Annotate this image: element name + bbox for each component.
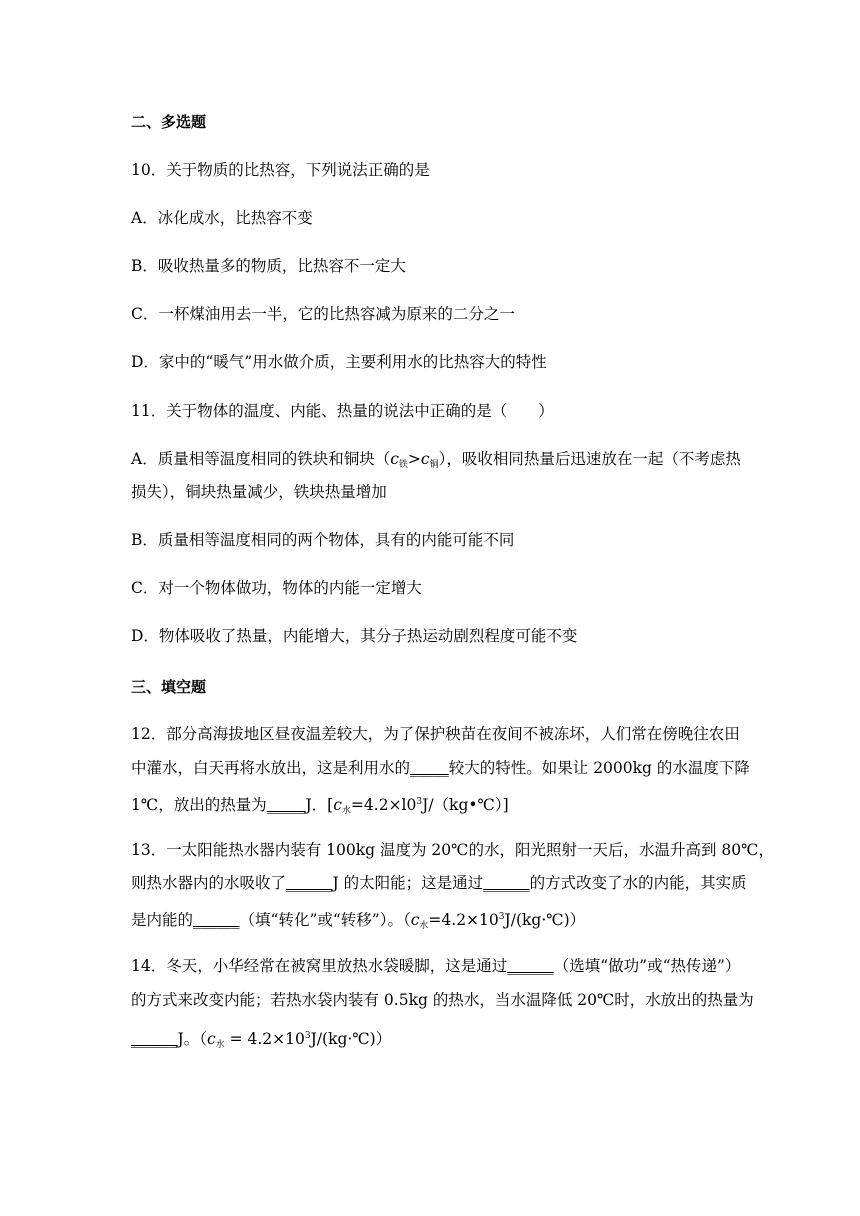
section-heading-multiple-choice: 二、多选题	[131, 113, 207, 131]
q13-line1: 13．一太阳能热水器内装有 100kg 温度为 20℃的水，阳光照射一天后，水温升高到 80℃，	[131, 841, 774, 859]
answer-blank: ______	[131, 1030, 178, 1048]
q11-option-b: B．质量相等温度相同的两个物体，具有的内能可能不同	[131, 531, 515, 549]
section-heading-fill-blank: 三、填空题	[131, 678, 207, 696]
answer-blank: _____	[266, 796, 306, 814]
answer-blank: ______	[483, 874, 530, 892]
q10-option-c: C．一杯煤油用去一半，它的比热容减为原来的二分之一	[131, 305, 515, 323]
answer-blank: ______	[286, 874, 333, 892]
q14-line1: 14．冬天，小华经常在被窝里放热水袋暖脚，这是通过______（选填“做功”或“热传递”）	[131, 957, 741, 975]
q11-option-c: C．对一个物体做功，物体的内能一定增大	[131, 579, 422, 597]
answer-blank: ______	[507, 957, 554, 975]
q10-stem: 10．关于物质的比热容，下列说法正确的是	[131, 161, 430, 179]
q12-line1: 12．部分高海拔地区昼夜温差较大，为了保护秧苗在夜间不被冻坏，人们常在傍晚往农田	[131, 725, 740, 743]
answer-blank: ______	[193, 911, 240, 929]
q11-option-d: D．物体吸收了热量，内能增大，其分子热运动剧烈程度可能不变	[131, 627, 578, 645]
q10-option-d: D．家中的“暖气”用水做介质，主要利用水的比热容大的特性	[131, 353, 547, 371]
q13-line2: 则热水器内的水吸收了______J 的太阳能；这是通过______的方式改变了水的内能，其实质	[131, 874, 747, 892]
q12-line2: 中灌水，白天再将水放出，这是利用水的_____较大的特性。如果让 2000kg 的水温度下降	[131, 759, 750, 777]
q10-option-b: B．吸收热量多的物质，比热容不一定大	[131, 257, 406, 275]
q14-line2: 的方式来改变内能；若热水袋内装有 0.5kg 的热水，当水温降低 20℃时，水放出的热量为	[131, 991, 754, 1009]
q11-option-a-line2: 损失），铜块热量减少，铁块热量增加	[131, 483, 387, 501]
q11-option-a-line1: A．质量相等温度相同的铁块和铜块$(c_铁>c_铜)$，吸收相同热量后迅速放在一起（不考虑热	[131, 450, 741, 470]
answer-blank: _____	[410, 759, 449, 777]
q13-line3: 是内能的______（填“转化”或“转移”）。$(c_水=4.2\times 10^3J/(kg\cdot℃))$	[131, 911, 586, 931]
q11-stem: 11．关于物体的温度、内能、热量的说法中正确的是（ ）	[131, 402, 554, 420]
q14-line3: ______J。（$c_水$ = $4.2\times 10^3J/(kg\cdot℃)$）	[131, 1030, 392, 1050]
q12-line3: 1℃，放出的热量为_____J．$[c_水=4.2\times l0^3J/(kg•℃)]$	[131, 796, 509, 816]
q10-option-a: A．冰化成水，比热容不变	[131, 209, 313, 227]
